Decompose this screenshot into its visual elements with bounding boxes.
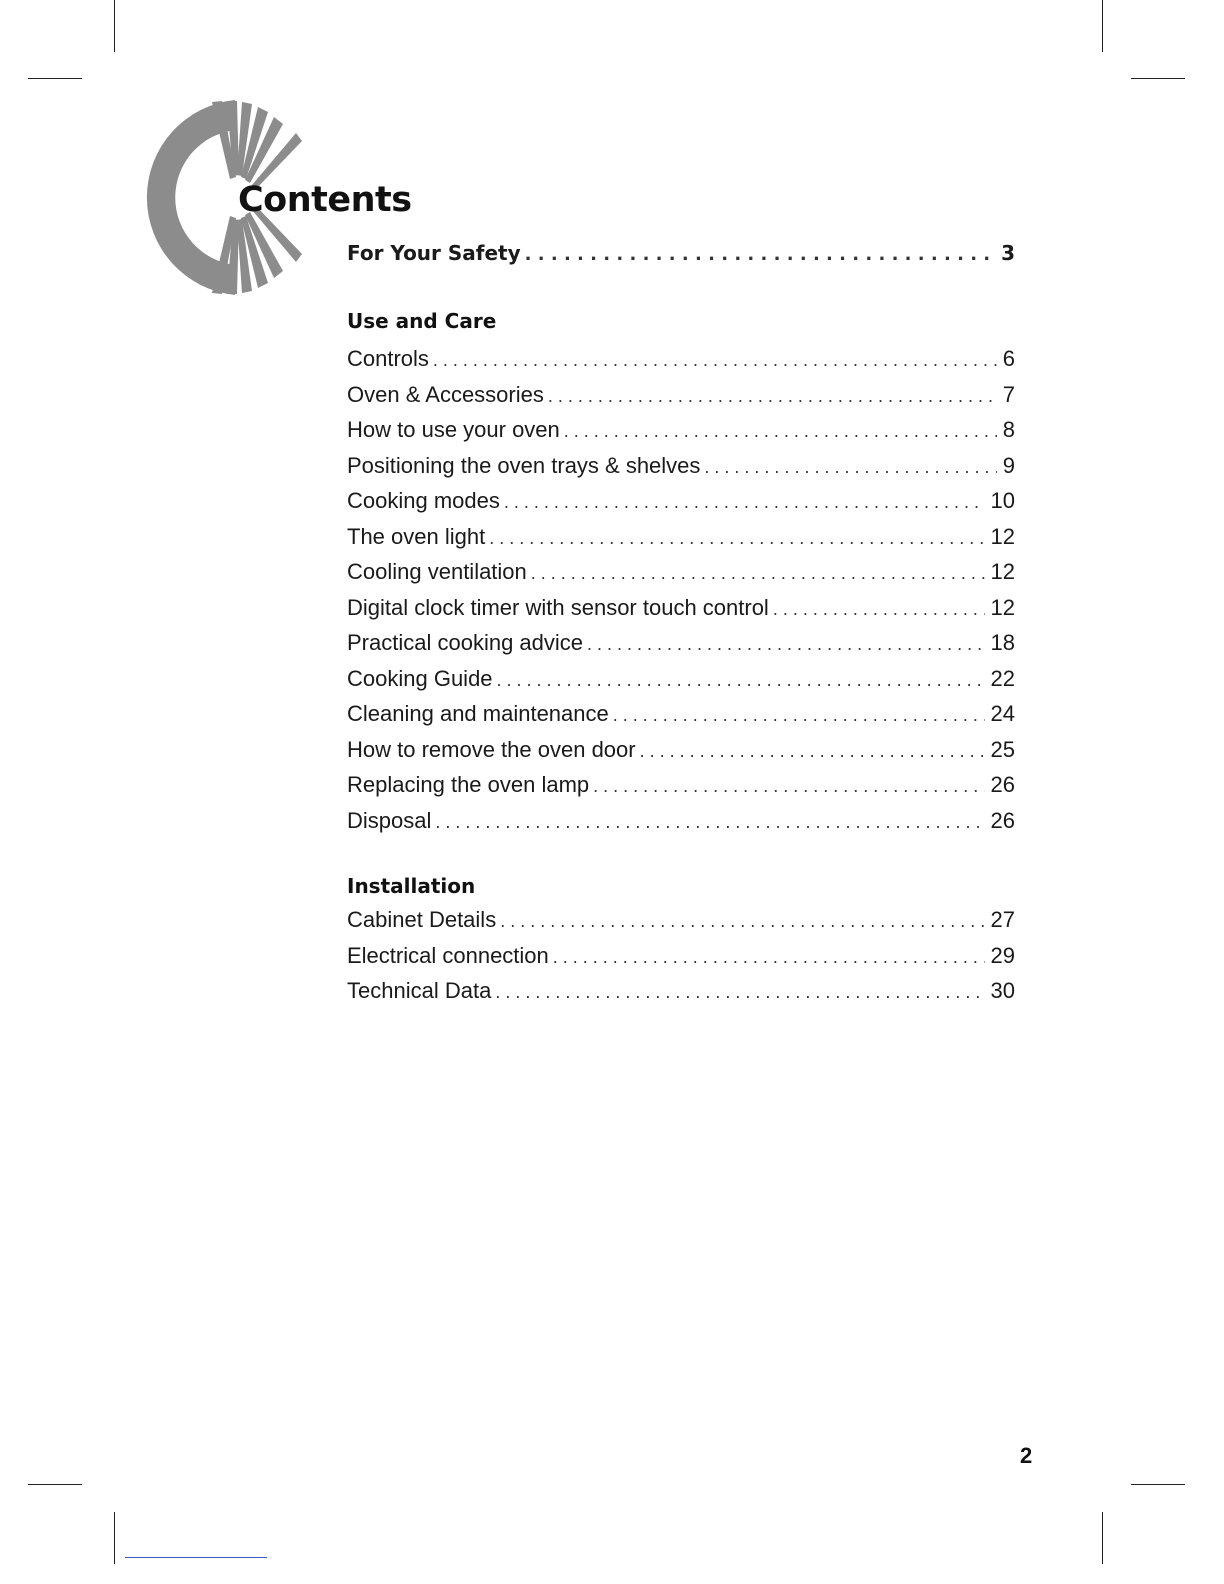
toc-entry-page: 12 (990, 559, 1015, 584)
toc-entry[interactable] (347, 559, 1015, 595)
toc-entry[interactable] (347, 808, 1015, 844)
dot-leader (593, 776, 984, 797)
dot-leader (525, 244, 995, 265)
toc-entry[interactable] (347, 701, 1015, 737)
toc-entry-label: Cleaning and maintenance (347, 701, 609, 726)
section-heading-use-and-care: Use and Care (347, 309, 497, 333)
toc-entry[interactable] (347, 978, 1015, 1014)
toc-entry-label: The oven light (347, 523, 486, 549)
toc-entry-page: 24 (990, 701, 1015, 726)
dot-leader (587, 634, 985, 655)
toc-entry-label: Electrical connection (347, 942, 549, 968)
toc-entry-page: 27 (990, 907, 1015, 932)
dot-leader (548, 386, 997, 407)
dot-leader (773, 599, 985, 620)
toc-entry-label: Oven & Accessories (347, 381, 544, 407)
page-title: Contents (238, 180, 412, 220)
toc-entry[interactable] (347, 943, 1015, 979)
toc-entry-page: 8 (1002, 417, 1015, 442)
toc-entry-page: 30 (990, 978, 1015, 1003)
toc-entry[interactable] (347, 772, 1015, 808)
toc-entry-label: Cooling ventilation (347, 559, 527, 584)
section-heading-installation: Installation (347, 874, 476, 898)
toc-entry[interactable] (347, 453, 1015, 489)
toc-entry-label: Technical Data (347, 978, 492, 1003)
crop-mark (1131, 1484, 1185, 1485)
dot-leader (433, 350, 997, 371)
toc-installation (347, 907, 1015, 1014)
toc-entry-page: 6 (1002, 346, 1015, 371)
toc-entry-safety[interactable] (347, 241, 1015, 277)
toc-entry-label: Cooking modes (347, 488, 500, 513)
page-number: 2 (1020, 1443, 1033, 1468)
toc-entry-page: 12 (990, 523, 1015, 549)
toc-entry[interactable] (347, 737, 1015, 773)
dot-leader (435, 812, 984, 833)
toc-entry-page: 26 (990, 807, 1015, 833)
toc-entry-page: 7 (1002, 381, 1015, 407)
crop-mark (1102, 1512, 1103, 1564)
toc-entry-page: 22 (990, 665, 1015, 691)
toc-entry-label: How to use your oven (347, 417, 560, 442)
toc-entry-label: Positioning the oven trays & shelves (347, 452, 701, 478)
bottom-link-underline (125, 1557, 267, 1558)
toc-entry-label: For Your Safety (347, 241, 521, 265)
dot-leader (500, 911, 984, 932)
toc-entry-page: 29 (990, 942, 1015, 968)
dot-leader (640, 741, 985, 762)
toc-entry[interactable] (347, 417, 1015, 453)
toc-entry[interactable] (347, 524, 1015, 560)
toc-entry[interactable] (347, 630, 1015, 666)
toc-entry-label: Cabinet Details (347, 907, 497, 932)
toc-entry-label: Cooking Guide (347, 665, 493, 691)
toc-entry-label: Digital clock timer with sensor touch control (347, 594, 769, 620)
dot-leader (564, 421, 997, 442)
dot-leader (495, 982, 984, 1003)
toc-entry-label: Controls (347, 346, 429, 371)
dot-leader (504, 492, 985, 513)
dot-leader (531, 563, 985, 584)
toc-safety (347, 241, 1015, 277)
crop-mark (1131, 78, 1185, 79)
toc-entry[interactable] (347, 666, 1015, 702)
crop-mark (28, 78, 82, 79)
crop-mark (28, 1484, 82, 1485)
toc-entry[interactable] (347, 382, 1015, 418)
dot-leader (613, 705, 985, 726)
toc-entry[interactable] (347, 488, 1015, 524)
toc-entry[interactable] (347, 907, 1015, 943)
toc-entry[interactable] (347, 346, 1015, 382)
toc-use-and-care (347, 346, 1015, 843)
dot-leader (497, 670, 985, 691)
toc-entry-page: 10 (990, 488, 1015, 513)
toc-entry-page: 26 (990, 772, 1015, 797)
toc-entry-label: Disposal (347, 807, 432, 833)
dot-leader (489, 528, 984, 549)
toc-entry-page: 18 (990, 630, 1015, 655)
toc-entry-page: 3 (1001, 241, 1015, 265)
dot-leader (704, 457, 996, 478)
toc-entry-page: 9 (1002, 452, 1015, 478)
toc-entry-label: Replacing the oven lamp (347, 772, 590, 797)
dot-leader (553, 947, 985, 968)
crop-mark (114, 0, 115, 52)
toc-entry-page: 25 (990, 736, 1015, 762)
crop-mark (114, 1512, 115, 1564)
toc-entry[interactable] (347, 595, 1015, 631)
toc-entry-label: Practical cooking advice (347, 630, 584, 655)
crop-mark (1102, 0, 1103, 52)
toc-entry-label: How to remove the oven door (347, 736, 636, 762)
toc-entry-page: 12 (990, 594, 1015, 620)
